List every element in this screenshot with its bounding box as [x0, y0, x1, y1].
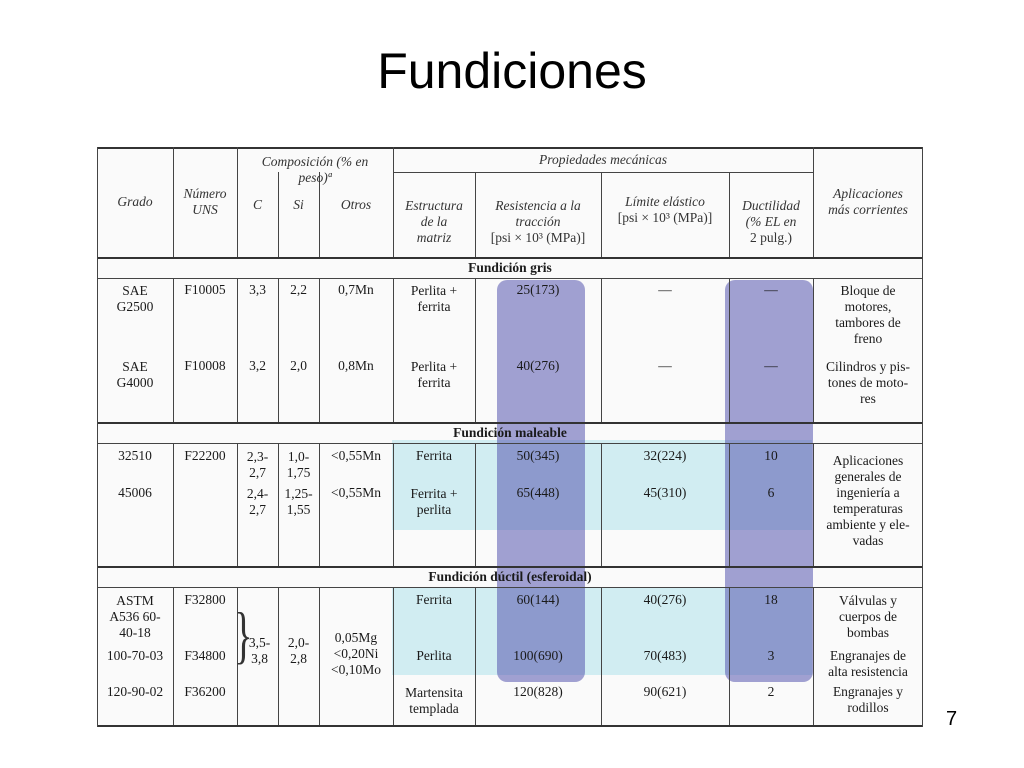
header-propiedades: Propiedades mecánicas — [538, 151, 668, 167]
ductil-row3-limite: 90(621) — [643, 684, 687, 699]
header-otros: Otros — [340, 197, 372, 212]
maleable-row1-uns: F22200 — [184, 448, 226, 463]
maleable-row2-c: 2,4- 2,7 — [246, 486, 269, 517]
gris-row2-otros: 0,8Mn — [338, 358, 374, 373]
ductil-row2-aplicaciones: Engranajes de alta resistencia — [828, 648, 908, 679]
section-fundicion-gris: Fundición gris — [468, 260, 552, 275]
ductil-row2-resistencia: 100(690) — [513, 648, 563, 663]
page-number: 7 — [946, 708, 958, 730]
ductil-row1-estructura: Ferrita — [416, 592, 452, 607]
maleable-row2-resistencia: 65(448) — [516, 485, 560, 500]
gris-row2-c: 3,2 — [249, 358, 266, 373]
ductil-row2-estructura: Perlita — [416, 648, 452, 663]
ductil-row2-grado: 100-70-03 — [106, 648, 164, 663]
maleable-row2-si: 1,25- 1,55 — [284, 486, 313, 517]
gris-row1-si: 2,2 — [290, 282, 307, 297]
slide-title: Fundiciones — [377, 43, 647, 99]
gris-row2-uns: F10008 — [184, 358, 226, 373]
header-ductilidad: Ductilidad (% EL en 2 pulg.) — [742, 198, 800, 245]
ductil-row1-resistencia: 60(144) — [516, 592, 560, 607]
maleable-row1-resistencia: 50(345) — [516, 448, 560, 463]
ductil-row1-grado: ASTM A536 60- 40-18 — [109, 593, 161, 640]
header-grado: Grado — [117, 194, 153, 209]
header-aplicaciones: Aplicaciones más corrientes — [828, 186, 908, 217]
header-limite: Límite elástico [psi × 10³ (MPa)] — [617, 194, 713, 225]
header-numero-uns: Número UNS — [183, 186, 227, 217]
gris-row1-resistencia: 25(173) — [516, 282, 560, 297]
section-fundicion-ductil: Fundición dúctil (esferoidal) — [428, 569, 592, 584]
ductil-row3-resistencia: 120(828) — [513, 684, 563, 699]
ductil-row1-limite: 40(276) — [643, 592, 687, 607]
ductil-shared-c: 3,5- 3,8 — [248, 635, 271, 666]
maleable-aplicaciones: Aplicaciones generales de ingeniería a temperaturas ambiente y ele- vadas — [826, 453, 910, 548]
maleable-row2-limite: 45(310) — [643, 485, 687, 500]
gris-row1-aplicaciones: Bloque de motores, tambores de freno — [835, 283, 901, 346]
header-si: Si — [293, 197, 304, 212]
cast-iron-table — [97, 147, 923, 727]
gris-row1-grado: SAE G2500 — [116, 283, 154, 314]
gris-row2-si: 2,0 — [290, 358, 307, 373]
gris-row1-estructura: Perlita + ferrita — [410, 283, 458, 314]
ductil-row3-ductilidad: 2 — [767, 684, 775, 699]
gris-row1-c: 3,3 — [249, 282, 266, 297]
gris-row1-otros: 0,7Mn — [338, 282, 374, 297]
ductil-row3-grado: 120-90-02 — [106, 684, 164, 699]
section-fundicion-maleable: Fundición maleable — [453, 425, 567, 440]
gris-row1-ductilidad: — — [764, 282, 778, 297]
gris-row1-uns: F10005 — [184, 282, 226, 297]
header-estructura: Estructura de la matriz — [405, 198, 463, 245]
ductil-row3-uns: F36200 — [184, 684, 226, 699]
maleable-row1-c: 2,3- 2,7 — [246, 449, 269, 480]
gris-row2-grado: SAE G4000 — [116, 359, 154, 390]
ductil-row2-uns: F34800 — [184, 648, 226, 663]
header-composicion: Composición (% en peso)ª — [261, 154, 369, 185]
maleable-row2-grado: 45006 — [118, 485, 152, 500]
maleable-row1-grado: 32510 — [118, 448, 152, 463]
ductil-row2-ductilidad: 3 — [767, 648, 775, 663]
gris-row2-ductilidad: — — [764, 358, 778, 373]
gris-row2-estructura: Perlita + ferrita — [410, 359, 458, 390]
ductil-row1-aplicaciones: Válvulas y cuerpos de bombas — [838, 593, 898, 640]
maleable-row1-ductilidad: 10 — [764, 448, 778, 463]
maleable-row1-otros: <0,55Mn — [331, 448, 381, 463]
gris-row2-aplicaciones: Cilindros y pis- tones de moto- res — [825, 359, 910, 406]
highlight-resistencia-column — [497, 280, 585, 682]
gris-row2-resistencia: 40(276) — [516, 358, 560, 373]
ductil-row3-estructura: Martensita templada — [405, 685, 463, 716]
ductil-row2-limite: 70(483) — [643, 648, 687, 663]
header-c: C — [252, 197, 262, 212]
maleable-row2-otros: <0,55Mn — [331, 485, 381, 500]
gris-row2-limite: — — [658, 358, 672, 373]
maleable-row1-limite: 32(224) — [643, 448, 687, 463]
ductil-shared-otros: 0,05Mg <0,20Ni <0,10Mo — [331, 630, 381, 677]
ductil-row3-aplicaciones: Engranajes y rodillos — [832, 684, 904, 715]
ductil-shared-si: 2,0- 2,8 — [287, 635, 310, 666]
ductil-row1-uns: F32800 — [184, 592, 226, 607]
maleable-row2-estructura: Ferrita + perlita — [410, 486, 458, 517]
brace-ductil-group: } — [234, 599, 253, 670]
maleable-row1-estructura: Ferrita — [416, 448, 452, 463]
maleable-row2-ductilidad: 6 — [767, 485, 775, 500]
highlight-ductilidad-column — [725, 280, 813, 682]
maleable-row1-si: 1,0- 1,75 — [286, 449, 311, 480]
ductil-row1-ductilidad: 18 — [764, 592, 778, 607]
gris-row1-limite: — — [658, 282, 672, 297]
header-resistencia: Resistencia a la tracción [psi × 10³ (MPa)] — [490, 198, 586, 245]
